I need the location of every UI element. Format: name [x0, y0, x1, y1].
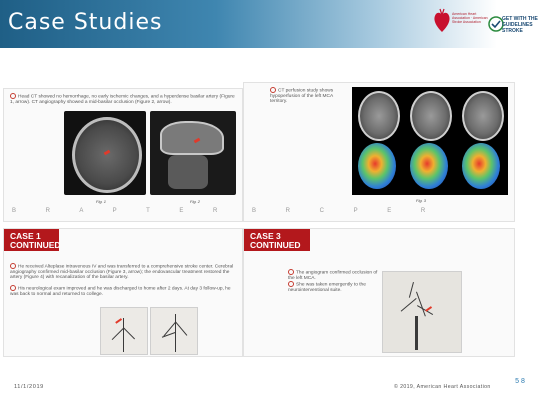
slide-bullet: Head CT showed no hemorrhage, no early ischemic changes, and a hyperdense basilar artery (Figure 1, arrow). CT angiography showed a mid-basilar occlusion (Figure 2, arrow). — [10, 94, 235, 105]
aha-logo-text: American Heart Association · American Stroke Association — [452, 12, 488, 24]
figure-caption: Fig. 1 — [96, 199, 107, 204]
head-ct-image — [64, 111, 146, 195]
slide-nav-letters: B R A P T E R — [12, 208, 232, 214]
perfusion-cbf-map — [358, 143, 396, 189]
case-banner: CASE 3 CONTINUED — [244, 229, 310, 251]
bullet-icon — [270, 87, 276, 93]
angiogram-image — [150, 307, 198, 355]
aha-logo-icon — [432, 6, 452, 36]
gtwg-logo-text: GET WITH THE GUIDELINES STROKE — [502, 16, 538, 34]
bullet-icon — [288, 269, 294, 275]
slide-bullet: She was taken emergently to the neurointerventional suite. — [288, 282, 366, 293]
bullet-icon — [10, 263, 16, 269]
angiogram-image — [382, 271, 462, 353]
page-number: 5 8 — [515, 378, 525, 385]
slide-bullet: He received Alteplase intravenous IV and was transferred to a comprehensive stroke center. Cerebral angiography confirmed mid-basilar occlusion (Figure 3, arrow); the endovascular treatment restored the artery (Figure 4) with recanalization of the basilar artery. — [10, 264, 234, 281]
slide-bullet: His neurological exam improved and he was discharged to home after 2 days. At day 3 follow-up, he was back to normal and returned to college. — [10, 286, 231, 297]
figure-caption: Fig. 3 — [416, 198, 427, 203]
ct-angiography-image — [150, 111, 236, 195]
bullet-icon — [10, 93, 16, 99]
perfusion-mtt-map — [462, 143, 500, 189]
title-bar — [0, 0, 540, 48]
perfusion-cbv-map — [410, 143, 448, 189]
slide-nav-letters: B R C P E R — [252, 208, 440, 214]
perfusion-ncct — [358, 91, 400, 141]
case-banner: CASE 1 CONTINUED — [4, 229, 59, 251]
logo-group — [430, 4, 540, 46]
perfusion-ncct — [462, 91, 504, 141]
slide-thumbnail-case1-ct[interactable] — [3, 88, 243, 222]
slide-bullet: CT perfusion study shows hypoperfusion of the left MCA territory. — [270, 88, 334, 105]
figure-caption: Fig. 2 — [190, 199, 201, 204]
footer-date: 11/1/2019 — [14, 384, 44, 390]
perfusion-ncct — [410, 91, 452, 141]
bullet-icon — [10, 285, 16, 291]
footer-copyright: © 2019, American Heart Association — [394, 384, 491, 390]
page-title: Case Studies — [8, 10, 163, 35]
slide-bullet: The angiogram confirmed occlusion of the left MCA. — [288, 270, 378, 281]
slide-thumbnail-case1-continued[interactable] — [3, 228, 243, 357]
bullet-icon — [288, 281, 294, 287]
slide-thumbnail-case3-continued[interactable] — [243, 228, 515, 357]
angiogram-image — [100, 307, 148, 355]
slide-thumbnail-ct-perfusion[interactable] — [243, 82, 515, 222]
arrow-icon — [115, 318, 122, 323]
